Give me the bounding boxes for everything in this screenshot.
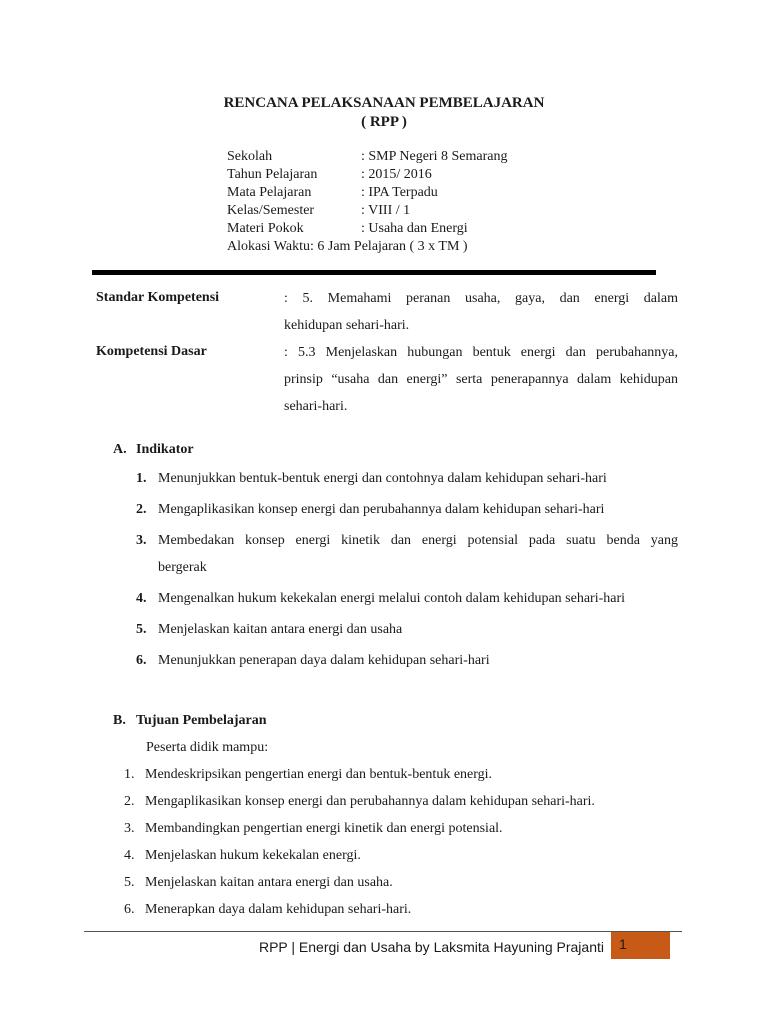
standar-kompetensi-label: Standar Kompetensi (96, 290, 220, 305)
list-number: 2. (124, 794, 135, 809)
info-label: Tahun Pelajaran (227, 167, 318, 182)
list-text: Menerapkan daya dalam kehidupan sehari-hari. (145, 902, 412, 917)
list-number: 3. (136, 533, 147, 548)
document-title: RENCANA PELAKSANAAN PEMBELAJARAN (223, 95, 545, 111)
list-text: Membedakan konsep energi kinetik dan energi potensial pada suatu benda yang (158, 533, 678, 548)
list-text: Menjelaskan hukum kekekalan energi. (145, 848, 361, 863)
section-heading-tujuan (113, 713, 267, 729)
info-label: Mata Pelajaran (227, 185, 312, 200)
info-value: : Usaha dan Energi (361, 221, 468, 236)
section-title: Indikator (136, 442, 194, 457)
indikator-list (136, 465, 678, 674)
list-item (136, 527, 678, 581)
page-number: 1 (619, 936, 627, 952)
page-number-box (611, 932, 670, 959)
section-letter: A. (113, 442, 127, 457)
kompetensi-line: prinsip “usaha dan energi” serta penerapannya dalam kehidupan (284, 372, 678, 387)
list-item (136, 585, 678, 612)
info-value: : VIII / 1 (361, 203, 411, 218)
list-item (136, 647, 678, 674)
list-item (136, 465, 678, 492)
standar-line: kehidupan sehari-hari. (284, 318, 410, 333)
list-text: Menunjukkan penerapan daya dalam kehidupan sehari-hari (158, 653, 490, 668)
list-number: 1. (136, 471, 147, 486)
list-number: 3. (124, 821, 135, 836)
section-heading-indikator (113, 442, 194, 458)
list-item (124, 844, 684, 871)
list-text: Mengenalkan hukum kekekalan energi melalui contoh dalam kehidupan sehari-hari (158, 591, 626, 606)
tujuan-intro: Peserta didik mampu: (146, 740, 269, 755)
list-number: 4. (124, 848, 135, 863)
header-divider (92, 270, 656, 275)
list-item (136, 616, 678, 643)
info-value: : IPA Terpadu (361, 185, 438, 200)
info-alokasi: Alokasi Waktu: 6 Jam Pelajaran ( 3 x TM ) (227, 239, 468, 254)
list-text-continuation: bergerak (158, 560, 207, 575)
list-number: 2. (136, 502, 147, 517)
list-item (124, 898, 684, 925)
list-number: 6. (124, 902, 135, 917)
list-item (136, 496, 678, 523)
list-text: Mengaplikasikan konsep energi dan perubahannya dalam kehidupan sehari-hari. (145, 794, 595, 809)
list-number: 4. (136, 591, 147, 606)
footer-divider (84, 931, 682, 932)
document-subtitle: ( RPP ) (361, 114, 407, 130)
list-item (124, 817, 684, 844)
list-text: Membandingkan pengertian energi kinetik dan energi potensial. (145, 821, 503, 836)
list-number: 6. (136, 653, 147, 668)
info-label: Kelas/Semester (227, 203, 315, 218)
kompetensi-line: sehari-hari. (284, 399, 348, 414)
standar-kompetensi-text (284, 285, 678, 339)
info-value: : SMP Negeri 8 Semarang (361, 149, 508, 164)
list-item (124, 763, 684, 790)
list-text: Menjelaskan kaitan antara energi dan usaha. (145, 875, 393, 890)
info-label: Sekolah (227, 149, 273, 164)
list-item (124, 790, 684, 817)
list-text: Mengaplikasikan konsep energi dan perubahannya dalam kehidupan sehari-hari (158, 502, 605, 517)
tujuan-list (124, 763, 684, 925)
list-item (124, 871, 684, 898)
kompetensi-dasar-text (284, 339, 678, 420)
info-label: Materi Pokok (227, 221, 304, 236)
list-text: Menjelaskan kaitan antara energi dan usaha (158, 622, 403, 637)
section-letter: B. (113, 713, 126, 728)
list-number: 1. (124, 767, 135, 782)
standar-line: : 5. Memahami peranan usaha, gaya, dan energi dalam (284, 291, 678, 306)
info-value: : 2015/ 2016 (361, 167, 432, 182)
kompetensi-line: : 5.3 Menjelaskan hubungan bentuk energi dan perubahannya, (284, 345, 678, 360)
list-text: Mendeskripsikan pengertian energi dan bentuk-bentuk energi. (145, 767, 493, 782)
footer-text: RPP | Energi dan Usaha by Laksmita Hayuning Prajanti (258, 939, 604, 955)
list-number: 5. (136, 622, 147, 637)
kompetensi-dasar-label: Kompetensi Dasar (96, 344, 207, 359)
section-title: Tujuan Pembelajaran (136, 713, 267, 728)
list-text: Menunjukkan bentuk-bentuk energi dan contohnya dalam kehidupan sehari-hari (158, 471, 607, 486)
list-number: 5. (124, 875, 135, 890)
